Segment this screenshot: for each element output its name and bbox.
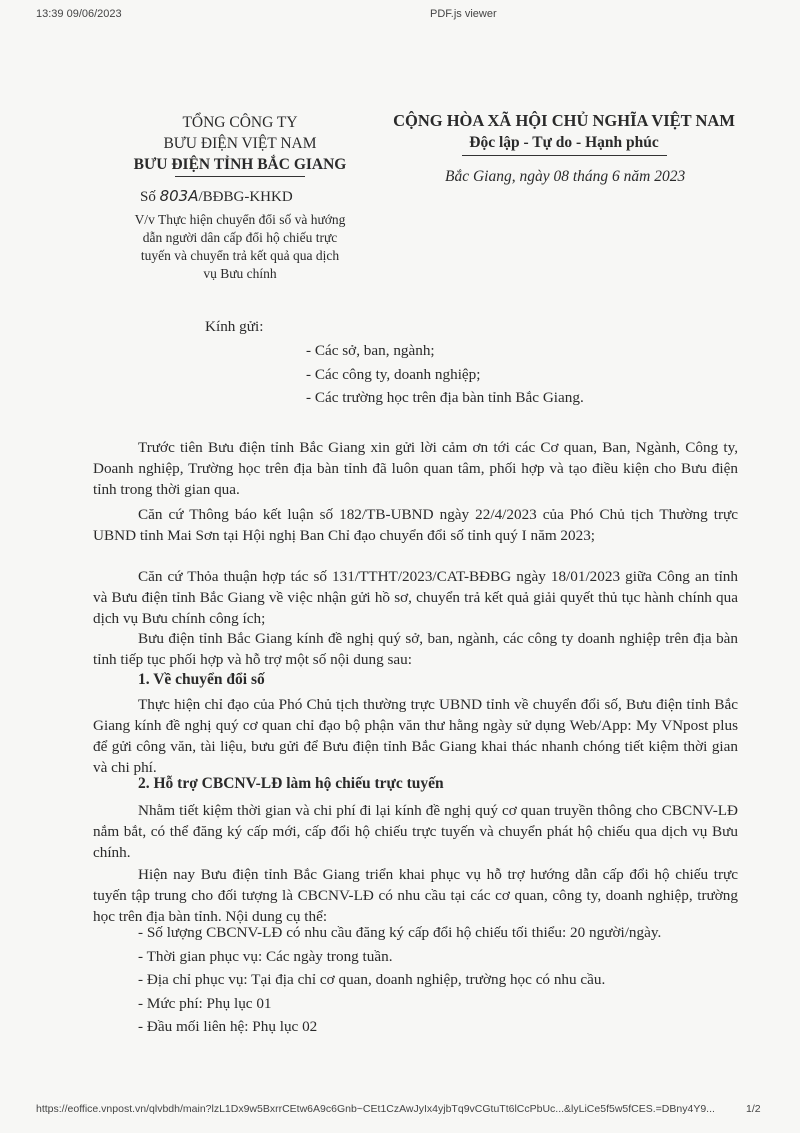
page-url: https://eoffice.vnpost.vn/qlvbdh/main?lzL1Dx9w5BxrrCEtw6A9c6Gnb~CEt1CzAwJyIx4yjbTq9vCGtuTt6lCcPbUc...&lyLiCe5f5w5fCES.=DBny4Y9... [36,1103,715,1115]
page-indicator: 1/2 [746,1103,761,1115]
subject-line-3: tuyến và chuyển trả kết quả qua dịch [140,248,340,263]
header-right-underline [462,155,667,156]
paragraph-request: Bưu điện tỉnh Bắc Giang kính đề nghị quý sở, ban, ngành, các công ty doanh nghiệp trên địa bàn tỉnh tiếp tục phối hợp và hỗ trợ một số nội dung sau: [93,630,738,668]
paragraph-intro: Trước tiên Bưu điện tỉnh Bắc Giang xin gửi lời cảm ơn tới các Cơ quan, Ban, Ngành, Công ty, Doanh nghiệp, Trường học trên địa bàn tỉnh đã luôn quan tâm, phối hợp và tạo điều kiện cho Bưu điện tỉnh trong thời gian qua. [93,439,738,498]
paragraph-basis-1: Căn cứ Thông báo kết luận số 182/TB-UBND ngày 22/4/2023 của Phó Chủ tịch Thường trực UBND tỉnh Mai Sơn tại Hội nghị Ban Chỉ đạo chuyển đổi số tỉnh quý I năm 2023; [93,506,738,544]
bullet-service-time: - Thời gian phục vụ: Các ngày trong tuần. [138,948,393,965]
recipient-2: - Các công ty, doanh nghiệp; [306,366,481,383]
print-timestamp: 13:39 09/06/2023 [36,8,122,20]
paragraph-passport-support: Nhằm tiết kiệm thời gian và chi phí đi lại kính đề nghị quý cơ quan truyền thông cho CBCNV-LĐ nắm bắt, có thể đăng ký cấp mới, cấp đổi hộ chiếu trực tuyến và chuyển phát hộ chiếu qua dịch vụ Bưu chính. [93,802,738,861]
national-motto: Độc lập - Tự do - Hạnh phúc [469,134,659,151]
viewer-title: PDF.js viewer [430,8,497,20]
org-line-2: BƯU ĐIỆN VIỆT NAM [163,135,317,152]
doc-number-suffix: /BĐBG-KHKD [198,189,293,205]
org-line-1: TỔNG CÔNG TY [182,114,298,131]
recipient-1: - Các sở, ban, ngành; [306,342,435,359]
paragraph-service-details: Hiện nay Bưu điện tỉnh Bắc Giang triển khai phục vụ hỗ trợ hướng dẫn cấp đổi hộ chiếu trực tuyến tập trung cho đối tượng là CBCNV-LĐ có nhu cầu tại các cơ quan, công ty, doanh nghiệp, trường học trên địa bàn tỉnh. Nội dung cụ thể: [93,866,738,925]
recipient-3: - Các trường học trên địa bàn tỉnh Bắc Giang. [306,389,584,406]
bullet-quantity: - Số lượng CBCNV-LĐ có nhu cầu đăng ký cấp đổi hộ chiếu tối thiểu: 20 người/ngày. [138,924,662,941]
org-line-3: BƯU ĐIỆN TỈNH BẮC GIANG [133,156,347,173]
national-heading [358,110,770,154]
paragraph-basis-2: Căn cứ Thỏa thuận hợp tác số 131/TTHT/2023/CAT-BĐBG ngày 18/01/2023 giữa Công an tỉnh và Bưu điện tỉnh Bắc Giang về việc nhận gửi hồ sơ, chuyển trả kết quả giải quyết thủ tục hành chính qua dịch vụ Bưu chính công ích; [93,568,738,627]
place-and-date: Bắc Giang, ngày 08 tháng 6 năm 2023 [445,168,686,185]
paragraph-digital-transformation: Thực hiện chỉ đạo của Phó Chủ tịch thường trực UBND tỉnh về chuyển đổi số, Bưu điện tỉnh Bắc Giang kính đề nghị quý cơ quan chỉ đạo bộ phận văn thư hằng ngày sử dụng Web/App: My VNpost plus để gửi công văn, tài liệu, bưu gửi để Bưu điện tỉnh Bắc Giang khai thác nhanh chóng tiết kiệm thời gian và chi phí. [93,696,738,776]
document-number [140,187,293,206]
greeting: Kính gửi: [205,318,264,335]
bullet-fee: - Mức phí: Phụ lục 01 [138,995,272,1012]
doc-number-prefix: Số [140,189,156,205]
nation-title: CỘNG HÒA XÃ HỘI CHỦ NGHĨA VIỆT NAM [393,111,735,130]
bullet-contact: - Đầu mối liên hệ: Phụ lục 02 [138,1018,318,1035]
subject-line-1: V/v Thực hiện chuyển đổi số và hướng [134,212,346,227]
bullet-service-address: - Địa chỉ phục vụ: Tại địa chỉ cơ quan, doanh nghiệp, trường học có nhu cầu. [138,971,606,988]
subject-line [110,211,370,283]
doc-number-handwritten: 803A [159,187,199,205]
section-heading-1: 1. Về chuyển đổi số [138,671,265,688]
subject-line-4: vụ Bưu chính [203,266,277,281]
header-left-underline [175,176,305,177]
section-heading-2: 2. Hỗ trợ CBCNV-LĐ làm hộ chiếu trực tuyến [138,775,444,792]
issuing-organization [95,112,385,175]
subject-line-2: dẫn người dân cấp đổi hộ chiếu trực [142,230,338,245]
